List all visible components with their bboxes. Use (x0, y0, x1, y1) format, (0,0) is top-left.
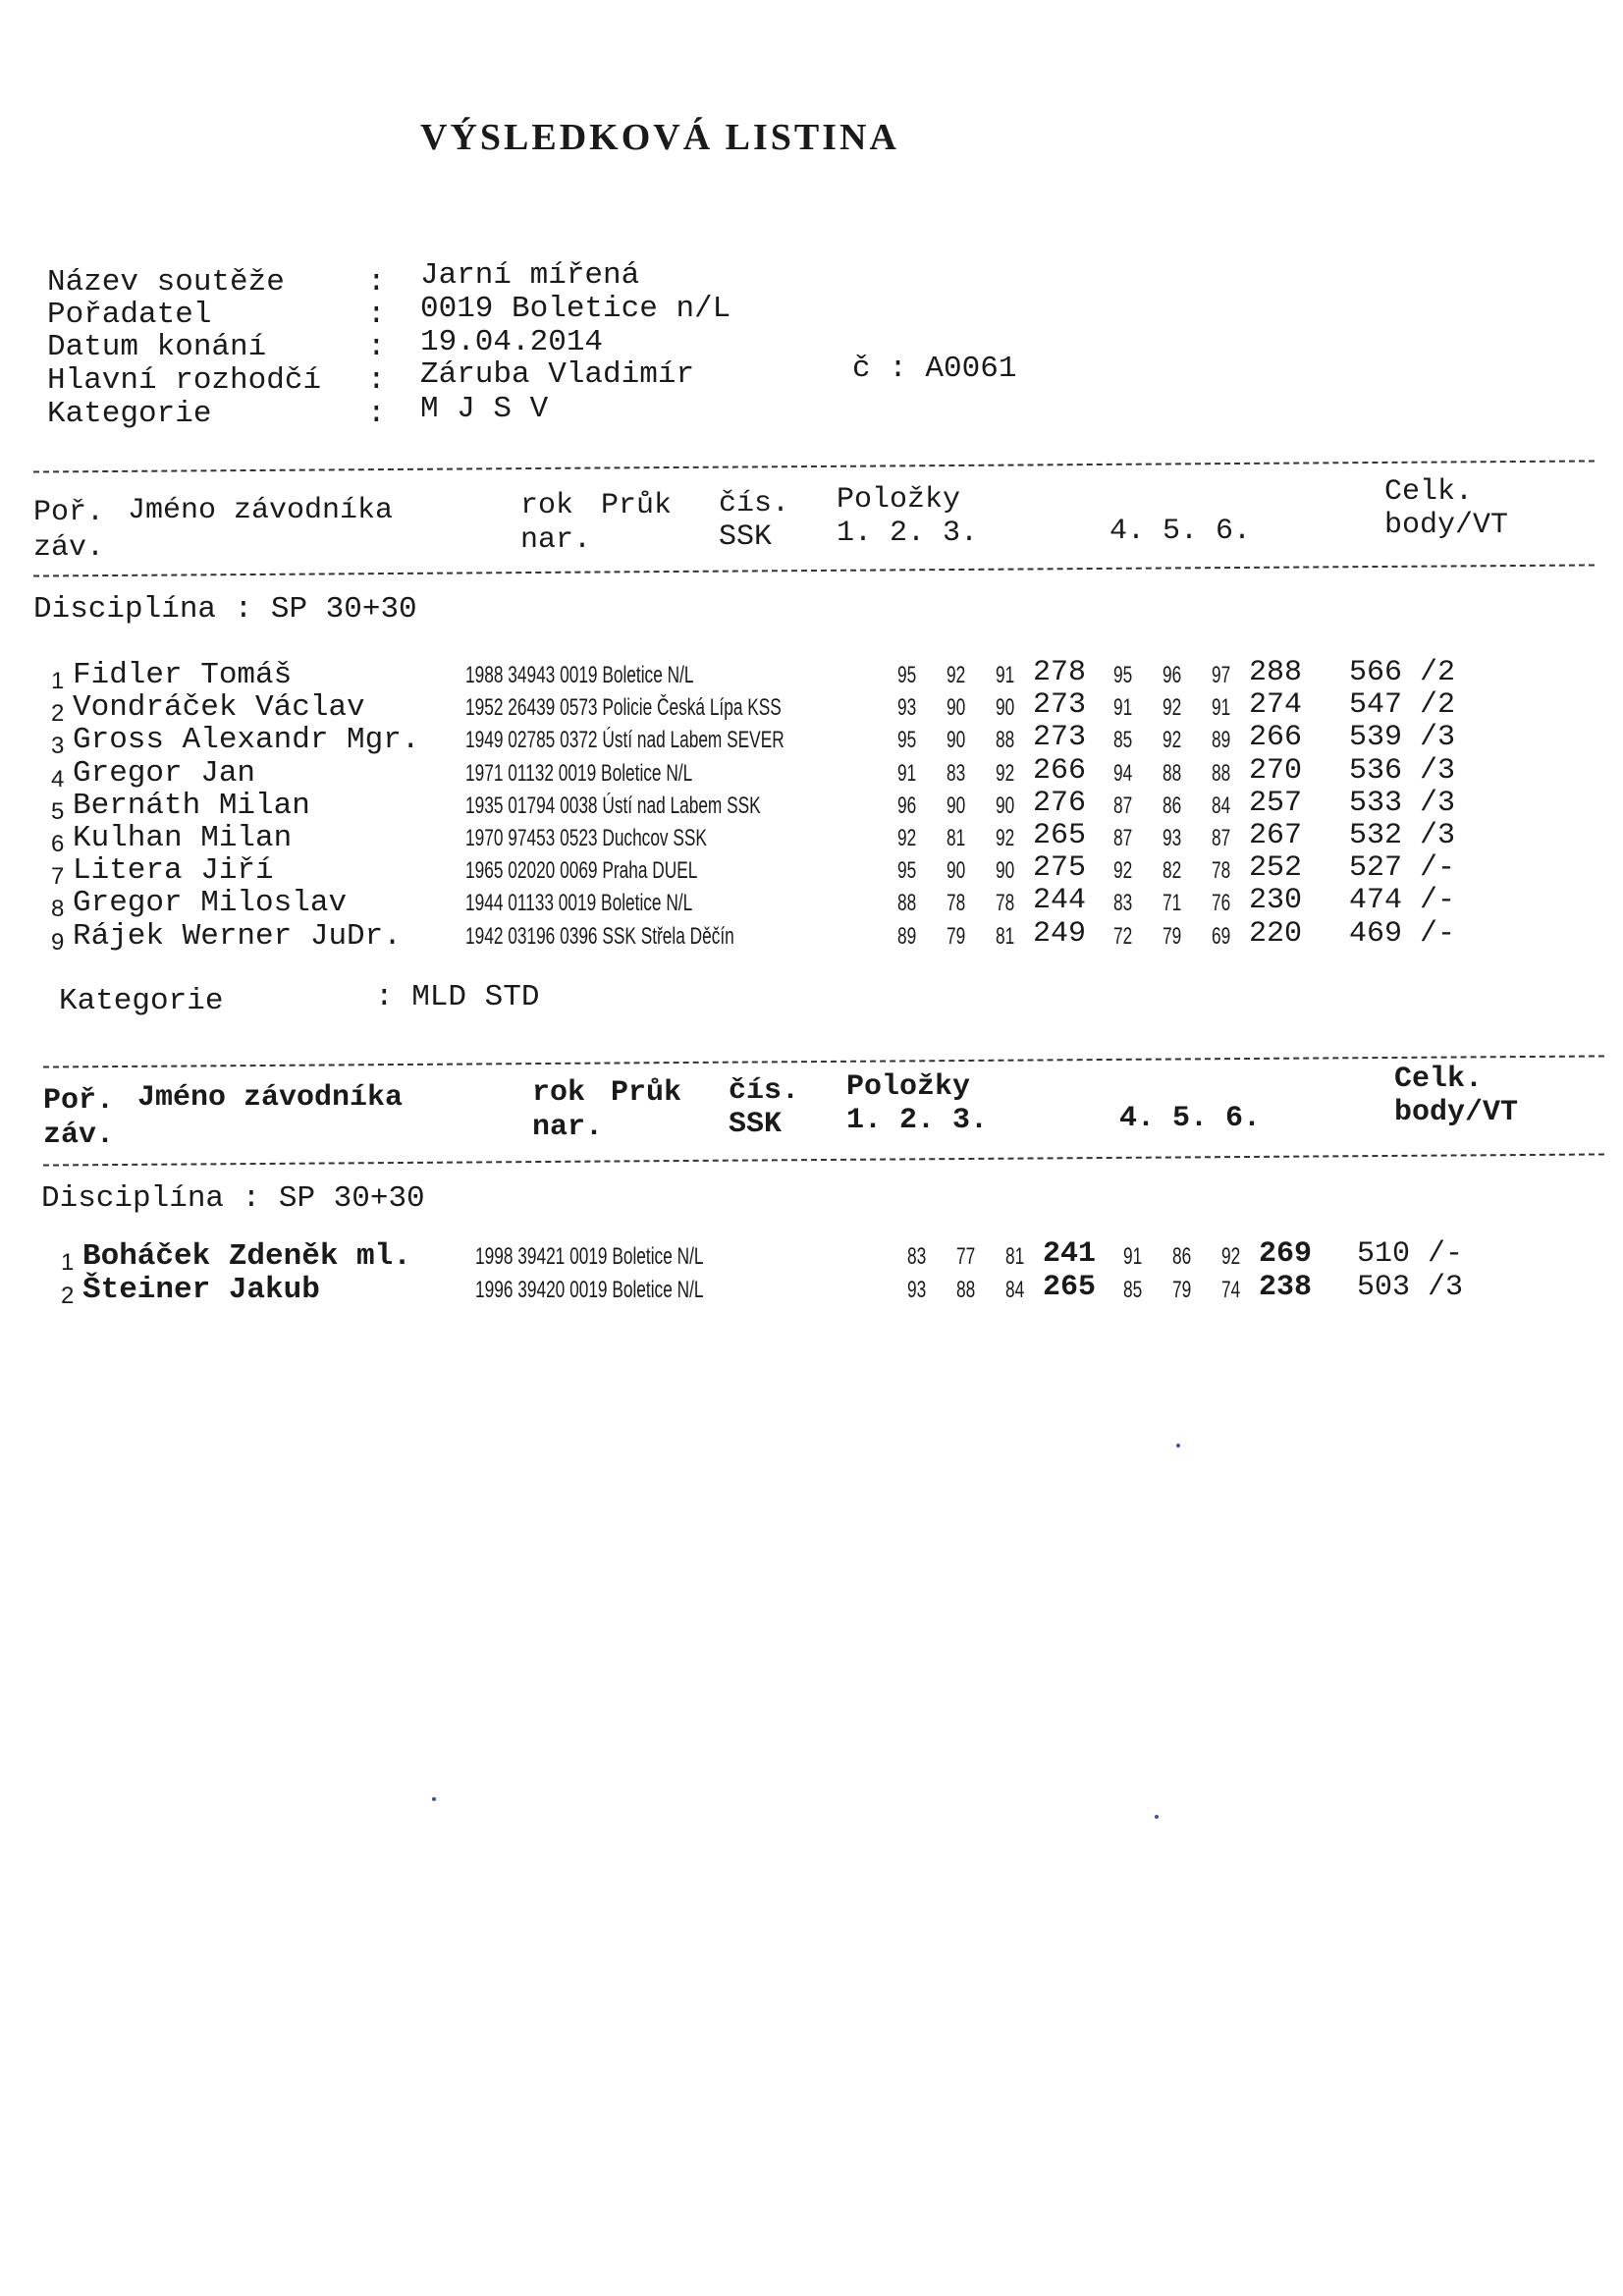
row-position: 5 (51, 797, 65, 825)
sum-first-half: 273 (1033, 688, 1087, 723)
sum-first-half: 244 (1033, 884, 1087, 918)
score-4: 87 (1113, 792, 1133, 819)
score-6: 89 (1212, 727, 1231, 754)
discipline-label-1: Disciplína : SP 30+30 (33, 592, 417, 627)
sum-first-half: 265 (1043, 1271, 1097, 1304)
header-pruk: Průk (601, 489, 673, 522)
header-rule-bottom (33, 564, 1595, 576)
competitor-name: Fidler Tomáš (73, 658, 293, 692)
score-5: 88 (1163, 759, 1182, 787)
sum-second-half: 266 (1249, 721, 1303, 755)
info-sep: : (367, 363, 386, 398)
sum-second-half: 274 (1249, 688, 1303, 723)
info-label-competition: Název soutěže (47, 265, 285, 300)
score-4: 85 (1123, 1277, 1143, 1303)
score-3: 91 (996, 662, 1015, 688)
score-1: 91 (897, 759, 917, 787)
competitor-info: 1952 26439 0573 Policie Česká Lípa KSS (465, 694, 782, 722)
total-score: 469 /- (1349, 916, 1456, 951)
score-4: 72 (1113, 922, 1133, 950)
header-por: Poř. (43, 1084, 115, 1118)
table-row (0, 786, 1623, 825)
header-rule-top (33, 460, 1595, 472)
total-score: 536 /3 (1349, 753, 1456, 788)
score-2: 90 (947, 792, 966, 819)
competitor-name: Gregor Jan (73, 755, 256, 791)
score-6: 84 (1212, 792, 1231, 819)
competitor-info: 1998 39421 0019 Boletice N/L (475, 1243, 704, 1270)
score-1: 83 (907, 1243, 927, 1270)
competitor-info: 1988 34943 0019 Boletice N/L (465, 662, 694, 688)
header-pos456: 4. 5. 6. (1109, 515, 1252, 548)
score-1: 95 (897, 662, 917, 688)
header-ssk: SSK (729, 1108, 783, 1141)
competitor-info: 1935 01794 0038 Ústí nad Labem SSK (465, 792, 761, 819)
competitor-info: 1971 01132 0019 Boletice N/L (465, 759, 693, 787)
header-pos456: 4. 5. 6. (1119, 1102, 1262, 1135)
score-6: 69 (1212, 922, 1231, 950)
table-row (0, 884, 1623, 923)
info-value-competition: Jarní mířená (420, 258, 640, 293)
row-position: 7 (51, 863, 65, 891)
total-score: 547 /2 (1349, 688, 1456, 723)
score-6: 97 (1212, 662, 1231, 688)
sum-second-half: 270 (1249, 753, 1303, 788)
score-1: 93 (907, 1277, 927, 1303)
score-4: 91 (1123, 1243, 1143, 1270)
score-5: 79 (1163, 922, 1182, 950)
score-4: 83 (1113, 890, 1133, 917)
table-row (0, 753, 1623, 793)
score-2: 81 (947, 825, 966, 851)
category-label-2: Kategorie (59, 984, 224, 1018)
score-6: 76 (1212, 890, 1231, 917)
header-celk: Celk. (1384, 475, 1474, 509)
header-zav: záv. (43, 1119, 115, 1152)
score-2: 90 (947, 727, 966, 754)
competitor-info: 1944 01133 0019 Boletice N/L (465, 890, 693, 917)
header-pos123: 1. 2. 3. (837, 517, 979, 550)
table-row (0, 916, 1623, 956)
header-polozky: Položky (837, 483, 961, 517)
header-zav: záv. (33, 531, 105, 565)
score-5: 86 (1172, 1243, 1192, 1270)
row-position: 3 (51, 733, 65, 760)
scan-dot (1155, 1815, 1159, 1819)
header-pruk: Průk (611, 1076, 682, 1110)
score-1: 95 (897, 727, 917, 754)
score-6: 78 (1212, 857, 1231, 885)
score-4: 92 (1113, 857, 1133, 885)
total-score: 510 /- (1357, 1237, 1464, 1271)
sum-second-half: 220 (1249, 916, 1303, 951)
info-value-referee: Záruba Vladimír (420, 357, 695, 392)
score-3: 78 (996, 890, 1015, 917)
header-polozky: Položky (846, 1070, 971, 1104)
score-4: 87 (1113, 825, 1133, 851)
scan-dot (432, 1797, 436, 1801)
info-label-category: Kategorie (47, 397, 212, 431)
table-row (0, 688, 1623, 728)
score-5: 92 (1163, 727, 1182, 754)
score-3: 92 (996, 759, 1015, 787)
score-6: 92 (1221, 1243, 1241, 1270)
sum-first-half: 273 (1033, 721, 1087, 755)
page-title: VÝSLEDKOVÁ LISTINA (420, 117, 899, 158)
score-3: 90 (996, 857, 1015, 885)
score-5: 86 (1163, 792, 1182, 819)
score-1: 88 (897, 890, 917, 917)
header-rok: rok (520, 489, 574, 522)
sum-second-half: 288 (1249, 656, 1303, 689)
header-ssk: SSK (719, 520, 773, 554)
header-rule-bottom-2 (43, 1153, 1604, 1166)
score-6: 88 (1212, 759, 1231, 787)
total-score: 474 /- (1349, 884, 1456, 918)
competitor-name: Bernáth Milan (73, 788, 310, 823)
score-6: 91 (1212, 694, 1231, 722)
score-3: 90 (996, 694, 1015, 722)
competitor-info: 1949 02785 0372 Ústí nad Labem SEVER (465, 727, 784, 754)
sum-first-half: 275 (1033, 851, 1087, 886)
row-position: 1 (61, 1249, 75, 1276)
competitor-name: Gross Alexandr Mgr. (73, 723, 420, 758)
competitor-info: 1942 03196 0396 SSK Střela Děčín (465, 922, 734, 950)
sum-first-half: 265 (1033, 819, 1087, 852)
info-label-referee: Hlavní rozhodčí (47, 363, 322, 398)
score-5: 93 (1163, 825, 1182, 851)
competitor-name: Litera Jiří (73, 853, 274, 889)
sum-second-half: 252 (1249, 851, 1303, 886)
score-2: 90 (947, 694, 966, 722)
total-score: 533 /3 (1349, 786, 1456, 820)
row-position: 2 (51, 700, 65, 728)
sum-first-half: 266 (1033, 753, 1087, 788)
row-position: 8 (51, 896, 65, 923)
score-1: 89 (897, 922, 917, 950)
score-6: 74 (1221, 1277, 1241, 1303)
header-nar: nar. (532, 1111, 604, 1144)
total-score: 539 /3 (1349, 721, 1456, 755)
competitor-info: 1970 97453 0523 Duchcov SSK (465, 825, 707, 851)
referee-number: č : A0061 (852, 352, 1017, 386)
info-value-category: M J S V (420, 392, 549, 426)
competitor-name: Rájek Werner JuDr. (73, 918, 402, 954)
info-sep: : (367, 397, 386, 431)
table-row (0, 1271, 1623, 1309)
sum-first-half: 276 (1033, 786, 1087, 820)
score-5: 96 (1163, 662, 1182, 688)
score-2: 77 (956, 1243, 976, 1270)
score-2: 92 (947, 662, 966, 688)
header-pos123: 1. 2. 3. (846, 1104, 989, 1137)
score-1: 95 (897, 857, 917, 885)
sum-second-half: 230 (1249, 884, 1303, 918)
competitor-info: 1965 02020 0069 Praha DUEL (465, 857, 698, 885)
table-row (0, 656, 1623, 694)
info-label-organizer: Pořadatel (47, 298, 212, 332)
header-rule-top-2 (43, 1055, 1604, 1067)
score-1: 96 (897, 792, 917, 819)
score-3: 81 (996, 922, 1015, 950)
info-sep: : (367, 265, 386, 300)
total-score: 532 /3 (1349, 819, 1456, 852)
info-value-organizer: 0019 Boletice n/L (420, 292, 731, 326)
competitor-name: Šteiner Jakub (82, 1273, 320, 1307)
score-3: 92 (996, 825, 1015, 851)
total-score: 566 /2 (1349, 656, 1456, 689)
info-sep: : (367, 298, 386, 332)
row-position: 6 (51, 831, 65, 857)
table-row (0, 851, 1623, 891)
score-5: 82 (1163, 857, 1182, 885)
competitor-name: Boháček Zdeněk ml. (82, 1239, 411, 1274)
header-body: body/VT (1394, 1096, 1519, 1129)
score-6: 87 (1212, 825, 1231, 851)
score-4: 91 (1113, 694, 1133, 722)
score-5: 71 (1163, 890, 1182, 917)
competitor-name: Vondráček Václav (73, 690, 365, 726)
sum-second-half: 269 (1259, 1237, 1313, 1271)
sum-second-half: 238 (1259, 1271, 1313, 1304)
header-cis: čís. (729, 1074, 800, 1108)
category-value-2: : MLD STD (375, 980, 540, 1014)
row-position: 9 (51, 928, 65, 956)
header-name: Jméno závodníka (128, 494, 394, 527)
sum-first-half: 278 (1033, 656, 1087, 689)
total-score: 503 /3 (1357, 1271, 1464, 1304)
score-3: 88 (996, 727, 1015, 754)
score-2: 79 (947, 922, 966, 950)
score-5: 92 (1163, 694, 1182, 722)
header-celk: Celk. (1394, 1063, 1484, 1096)
header-nar: nar. (520, 523, 592, 557)
score-2: 88 (956, 1277, 976, 1303)
header-cis: čís. (719, 487, 790, 520)
score-3: 90 (996, 792, 1015, 819)
info-label-date: Datum konání (47, 330, 267, 364)
score-1: 93 (897, 694, 917, 722)
discipline-label-2: Disciplína : SP 30+30 (41, 1181, 425, 1216)
row-position: 1 (51, 668, 65, 694)
competitor-info: 1996 39420 0019 Boletice N/L (475, 1277, 704, 1303)
sum-first-half: 249 (1033, 916, 1087, 951)
score-4: 95 (1113, 662, 1133, 688)
info-sep: : (367, 330, 386, 364)
score-2: 78 (947, 890, 966, 917)
score-5: 79 (1172, 1277, 1192, 1303)
competitor-name: Gregor Miloslav (73, 886, 348, 921)
row-position: 2 (61, 1283, 75, 1309)
sum-first-half: 241 (1043, 1237, 1097, 1271)
sum-second-half: 267 (1249, 819, 1303, 852)
sum-second-half: 257 (1249, 786, 1303, 820)
score-3: 84 (1005, 1277, 1025, 1303)
info-value-date: 19.04.2014 (420, 325, 604, 359)
table-row (0, 1237, 1623, 1276)
score-2: 90 (947, 857, 966, 885)
score-4: 94 (1113, 759, 1133, 787)
header-name: Jméno závodníka (137, 1081, 404, 1115)
header-por: Poř. (33, 496, 105, 529)
scan-dot (1176, 1444, 1180, 1448)
header-rok: rok (532, 1076, 586, 1110)
header-body: body/VT (1384, 509, 1509, 542)
row-position: 4 (51, 765, 65, 793)
table-row (0, 819, 1623, 857)
score-2: 83 (947, 759, 966, 787)
table-row (0, 721, 1623, 760)
total-score: 527 /- (1349, 851, 1456, 886)
score-3: 81 (1005, 1243, 1025, 1270)
competitor-name: Kulhan Milan (73, 821, 293, 855)
score-1: 92 (897, 825, 917, 851)
score-4: 85 (1113, 727, 1133, 754)
